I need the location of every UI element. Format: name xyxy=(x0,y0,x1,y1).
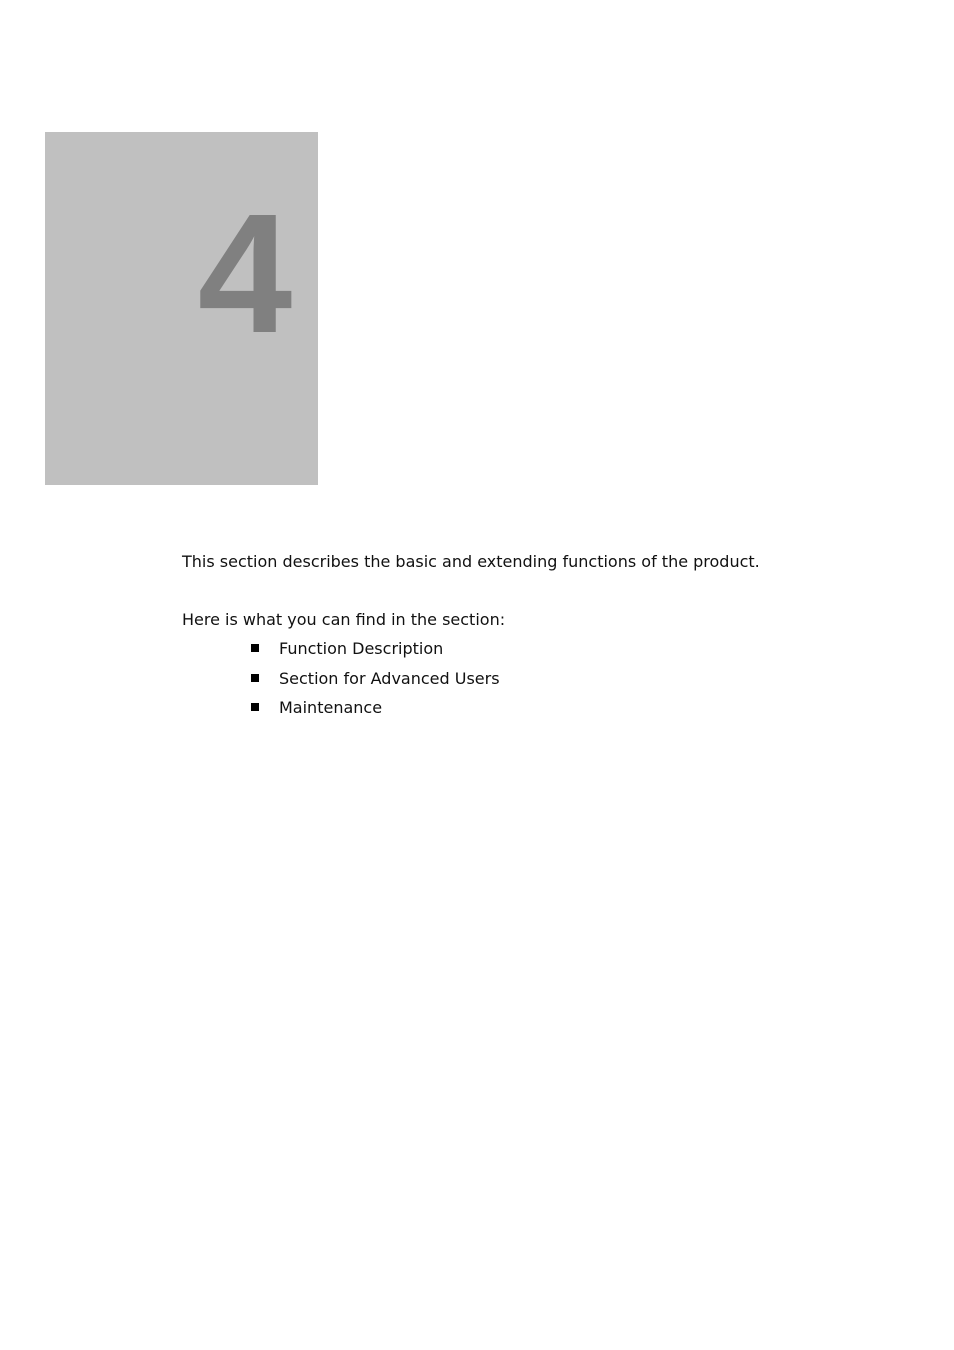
topic-label: Section for Advanced Users xyxy=(279,668,500,688)
list-item xyxy=(250,667,922,697)
topic-list xyxy=(182,637,922,726)
square-bullet-icon xyxy=(251,644,259,652)
square-bullet-icon xyxy=(251,674,259,682)
chapter-number: 4 xyxy=(197,179,293,369)
list-item xyxy=(250,637,922,667)
topic-label: Function Description xyxy=(279,639,444,658)
list-heading: Here is what you can find in the section: xyxy=(182,610,506,629)
list-item xyxy=(250,696,922,726)
topic-label: Maintenance xyxy=(279,698,383,717)
square-bullet-icon xyxy=(251,703,259,711)
chapter-block xyxy=(45,132,318,485)
section-intro: This section describes the basic and extending functions of the product. xyxy=(182,552,760,571)
section-content xyxy=(182,550,922,726)
